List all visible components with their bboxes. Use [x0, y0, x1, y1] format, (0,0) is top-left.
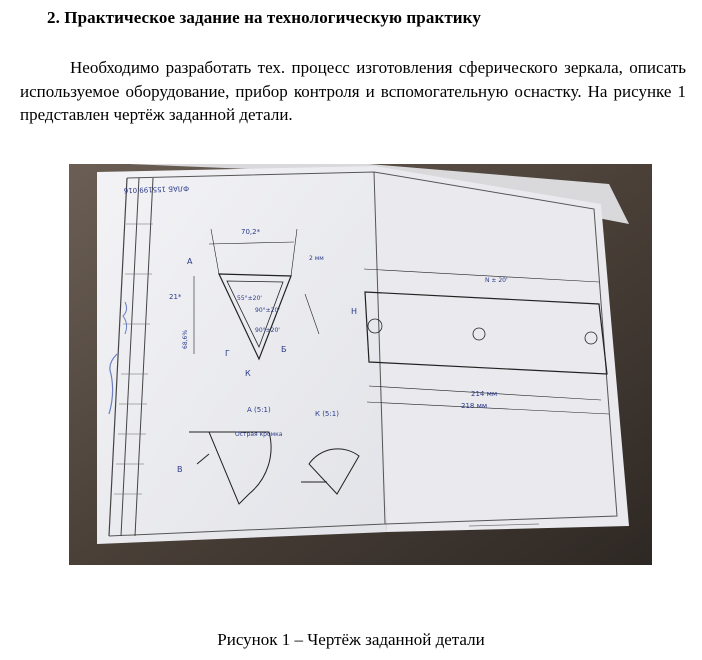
letter-n: Н: [351, 307, 358, 316]
section-label-a: А (5:1): [247, 406, 271, 414]
paper-sheet-left: [97, 166, 387, 544]
letter-k: К: [245, 369, 251, 378]
drawing-photo: [69, 164, 652, 565]
letter-a: А: [187, 257, 193, 266]
figure-caption: Рисунок 1 – Чертёж заданной детали: [217, 630, 485, 649]
tolerance-label: N ± 20': [485, 277, 508, 284]
doc-code-label: ФЛАБ 155199.016: [123, 184, 190, 195]
len-inner: 214 мм: [471, 390, 498, 398]
edge-note: Острая кромка: [235, 431, 283, 438]
angle-2: 90°±20': [255, 307, 280, 314]
dim-height: 68,6%: [182, 329, 189, 349]
paper-sheet-right: [374, 166, 629, 532]
roughness-label: 2 мм: [309, 255, 324, 262]
letter-b: Б: [281, 345, 287, 354]
angle-1: 55°±20': [237, 295, 262, 302]
len-total: 218 мм: [461, 402, 488, 410]
dim-width: 21*: [169, 293, 182, 301]
angle-3: 90°±20': [255, 327, 280, 334]
section-heading: 2. Практическое задание на технологическую практику: [47, 8, 481, 27]
technical-drawing: [69, 164, 652, 565]
task-paragraph: Необходимо разработать тех. процесс изготовления сферического зеркала, описать используемое оборудование, прибор контроля и вспомогательную оснастку. На рисунке 1 представлен чертёж заданной детали.: [20, 58, 686, 124]
letter-g: Г: [225, 349, 230, 358]
dim-top: 70,2*: [241, 228, 261, 236]
letter-v: В: [177, 465, 183, 474]
section-label-k: К (5:1): [315, 410, 339, 418]
